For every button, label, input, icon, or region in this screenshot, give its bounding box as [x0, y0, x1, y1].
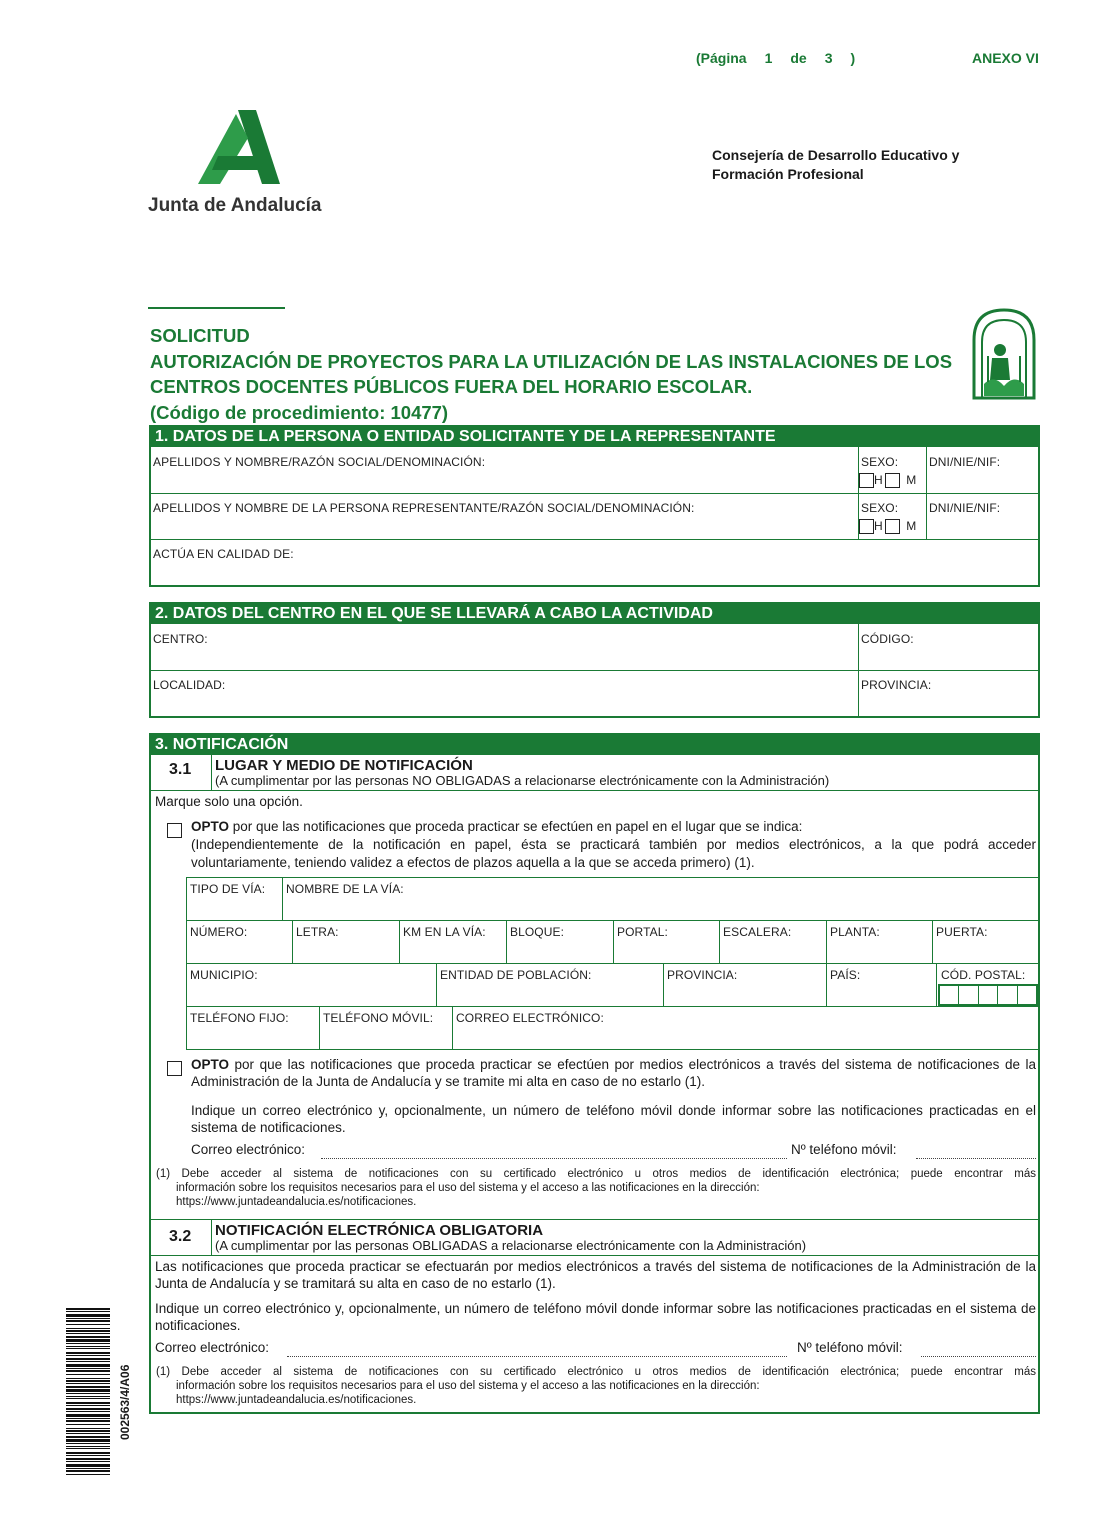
opt-electronic-checkbox[interactable]: [167, 1061, 182, 1076]
representative-sexo-m-checkbox[interactable]: [885, 519, 900, 534]
section-1: [149, 425, 1040, 587]
s32-paragraph-2: Indique un correo electrónico y, opcionalmente, un número de teléfono móvil donde informar sobre las notificaciones practicadas en el sistema de notificaciones.: [155, 1301, 1036, 1333]
telefono-movil-field[interactable]: TELÉFONO MÓVIL:: [323, 1011, 434, 1025]
subsection-3-2-note: (A cumplimentar por las personas OBLIGADAS a relacionarse electrónicamente con la Administración): [215, 1238, 807, 1253]
opt-electronic-indique: Indique un correo electrónico y, opcionalmente, un número de teléfono móvil donde informar sobre las notificaciones practicadas en el sistema de notificaciones.: [191, 1103, 1036, 1135]
sexo-h-label: H: [874, 519, 883, 533]
section-2-heading: 2. DATOS DEL CENTRO EN EL QUE SE LLEVARÁ A CABO LA ACTIVIDAD: [149, 602, 1040, 624]
opt-electronic-text: [191, 1056, 1036, 1090]
actua-en-calidad-field[interactable]: ACTÚA EN CALIDAD DE:: [153, 547, 294, 561]
footnote-3-2: [156, 1365, 1036, 1407]
subsection-3-1-title: LUGAR Y MEDIO DE NOTIFICACIÓN: [215, 757, 473, 774]
applicant-sexo-options: [859, 473, 916, 488]
subsection-3-1-number: 3.1: [169, 761, 192, 778]
page-indicator: [696, 50, 866, 66]
opt2-movil-input[interactable]: [916, 1145, 1036, 1159]
opt-paper-desc: por que las notificaciones que proceda practicar se efectúen en papel en el lugar que se indica:: [229, 819, 803, 834]
opt-electronic-bold: OPTO: [191, 1057, 230, 1072]
subsection-3-2-header: [151, 1219, 1038, 1256]
provincia-field[interactable]: PROVINCIA:: [861, 678, 932, 692]
applicant-sexo-label: SEXO:: [861, 455, 899, 469]
cod-postal-boxes[interactable]: [938, 984, 1038, 1006]
applicant-name-field[interactable]: APELLIDOS Y NOMBRE/RAZÓN SOCIAL/DENOMINACIÓN:: [153, 455, 486, 469]
footnote-3-1-link[interactable]: https://www.juntadeandalucia.es/notificaciones.: [176, 1196, 417, 1208]
applicant-sexo-h-checkbox[interactable]: [859, 473, 874, 488]
representative-name-field[interactable]: APELLIDOS Y NOMBRE DE LA PERSONA REPRESENTANTE/RAZÓN SOCIAL/DENOMINACIÓN:: [153, 501, 695, 515]
codigo-field[interactable]: CÓDIGO:: [861, 632, 914, 646]
opt2-contact-row: [191, 1142, 1036, 1162]
km-field[interactable]: KM EN LA VÍA:: [403, 925, 486, 939]
provincia-addr-field[interactable]: PROVINCIA:: [667, 968, 738, 982]
footnote-3-2-link[interactable]: https://www.juntadeandalucia.es/notificaciones.: [176, 1394, 417, 1406]
subsection-3-2-title: NOTIFICACIÓN ELECTRÓNICA OBLIGATORIA: [215, 1222, 544, 1239]
letra-field[interactable]: LETRA:: [296, 925, 339, 939]
s32-correo-input[interactable]: [287, 1343, 787, 1357]
s32-movil-input[interactable]: [921, 1343, 1036, 1357]
title-line4: (Código de procedimiento: 10477): [150, 401, 449, 423]
nombre-via-field[interactable]: NOMBRE DE LA VÍA:: [286, 882, 404, 896]
opt-paper-bold: OPTO: [191, 819, 230, 834]
representative-sexo-label: SEXO:: [861, 501, 899, 515]
section-3-body: [149, 755, 1040, 1414]
opt2-movil-label: Nº teléfono móvil:: [791, 1142, 897, 1157]
municipio-field[interactable]: MUNICIPIO:: [190, 968, 258, 982]
section-2: [149, 602, 1040, 718]
pais-field[interactable]: PAÍS:: [830, 968, 861, 982]
footnote-3-2-line1: (1) Debe acceder al sistema de notificaciones con su certificado electrónico u otros medios de identificación electrónica; puede encontrar más: [156, 1366, 1036, 1378]
section-1-heading: 1. DATOS DE LA PERSONA O ENTIDAD SOLICITANTE Y DE LA REPRESENTANTE: [149, 425, 1040, 447]
page-number: 1: [764, 50, 773, 66]
s32-movil-label: Nº teléfono móvil:: [797, 1340, 903, 1355]
section-3: [149, 733, 1040, 1414]
barcode-icon: [66, 1308, 110, 1476]
junta-logo-icon: [148, 108, 338, 188]
page-of: de: [790, 50, 807, 66]
entidad-poblacion-field[interactable]: ENTIDAD DE POBLACIÓN:: [440, 968, 592, 982]
opt2-correo-label: Correo electrónico:: [191, 1142, 306, 1157]
subsection-3-1-header: [151, 755, 1038, 791]
portal-field[interactable]: PORTAL:: [617, 925, 668, 939]
anexo-label: ANEXO VI: [972, 50, 1039, 66]
andalucia-seal: [970, 306, 1038, 402]
puerta-field[interactable]: PUERTA:: [936, 925, 988, 939]
barcode-text: 002563/4/A06: [118, 1364, 132, 1440]
telefono-fijo-field[interactable]: TELÉFONO FIJO:: [190, 1011, 289, 1025]
cod-postal-label: CÓD. POSTAL:: [941, 968, 1026, 982]
title-line1: SOLICITUD: [150, 325, 250, 346]
page-total: 3: [824, 50, 833, 66]
s32-paragraph-1: Las notificaciones que proceda practicar se efectuarán por medios electrónicos a través del sistema de notificaciones de la Administración de la Junta de Andalucía y se tramitará su alta en caso de no estarlo (1).: [155, 1259, 1036, 1291]
applicant-sexo-m-checkbox[interactable]: [885, 473, 900, 488]
address-grid: [186, 877, 1038, 1049]
localidad-field[interactable]: LOCALIDAD:: [153, 678, 226, 692]
form-title: [150, 323, 952, 425]
junta-logo: [148, 108, 338, 218]
sexo-m-label: M: [906, 519, 917, 533]
title-line2: AUTORIZACIÓN DE PROYECTOS PARA LA UTILIZACIÓN DE LAS INSTALACIONES DE LOS: [150, 350, 953, 372]
footnote-3-1: [156, 1167, 1036, 1209]
barcode: [66, 1308, 110, 1476]
consejeria: [712, 146, 959, 184]
s32-contact-row: [155, 1340, 1036, 1360]
opt-electronic-desc: por que las notificaciones que proceda practicar se efectúen por medios electrónicos a través del sistema de notificaciones de la Administración de la Junta de Andalucía y se tramite mi alta en caso de no estarlo (1).: [191, 1057, 1036, 1089]
opt2-correo-input[interactable]: [321, 1145, 787, 1159]
section-3-heading: 3. NOTIFICACIÓN: [149, 733, 1040, 755]
footnote-3-1-line1: (1) Debe acceder al sistema de notificaciones con su certificado electrónico u otros medios de identificación electrónica; puede encontrar más: [156, 1168, 1036, 1180]
correo-addr-field[interactable]: CORREO ELECTRÓNICO:: [456, 1011, 604, 1025]
junta-logo-text: Junta de Andalucía: [148, 195, 322, 216]
opt-paper-checkbox[interactable]: [167, 823, 182, 838]
planta-field[interactable]: PLANTA:: [830, 925, 880, 939]
representative-sexo-h-checkbox[interactable]: [859, 519, 874, 534]
title-line3: CENTROS DOCENTES PÚBLICOS FUERA DEL HORARIO ESCOLAR.: [150, 376, 753, 397]
marque-instruction: Marque solo una opción.: [155, 794, 303, 809]
sexo-h-label: H: [874, 473, 883, 487]
page-suffix: ): [850, 50, 856, 66]
applicant-dni-field[interactable]: DNI/NIE/NIF:: [929, 455, 1001, 469]
tipo-via-field[interactable]: TIPO DE VÍA:: [190, 882, 266, 896]
s32-correo-label: Correo electrónico:: [155, 1340, 270, 1355]
opt-paper-desc2: (Independientemente de la notificación en papel, ésta se practicará también por medios electrónicos, a la que podrá acceder voluntariamente, teniendo validez a efectos de plazos aquella a la que se acceda primero) (1).: [191, 837, 1036, 870]
representative-sexo-options: [859, 519, 916, 534]
section-2-body: [149, 624, 1040, 718]
opt-paper-text: [191, 818, 1036, 872]
subsection-3-1-note: (A cumplimentar por las personas NO OBLIGADAS a relacionarse electrónicamente con la Administración): [215, 773, 830, 788]
andalucia-seal-icon: [970, 306, 1038, 402]
bloque-field[interactable]: BLOQUE:: [510, 925, 565, 939]
escalera-field[interactable]: ESCALERA:: [723, 925, 792, 939]
representative-dni-field[interactable]: DNI/NIE/NIF:: [929, 501, 1001, 515]
sexo-m-label: M: [906, 473, 917, 487]
numero-field[interactable]: NÚMERO:: [190, 925, 248, 939]
title-rule: [148, 307, 285, 309]
page-prefix: (Página: [696, 50, 747, 66]
footnote-3-1-line2: información sobre los requisitos necesarios para el uso del sistema y el acceso a las notificaciones en la dirección:: [176, 1182, 760, 1194]
consejeria-line2: Formación Profesional: [712, 166, 864, 182]
section-1-body: [149, 447, 1040, 587]
footnote-3-2-line2: información sobre los requisitos necesarios para el uso del sistema y el acceso a las notificaciones en la dirección:: [176, 1380, 760, 1392]
centro-field[interactable]: CENTRO:: [153, 632, 208, 646]
consejeria-line1: Consejería de Desarrollo Educativo y: [712, 147, 960, 163]
subsection-3-2-number: 3.2: [169, 1228, 192, 1245]
